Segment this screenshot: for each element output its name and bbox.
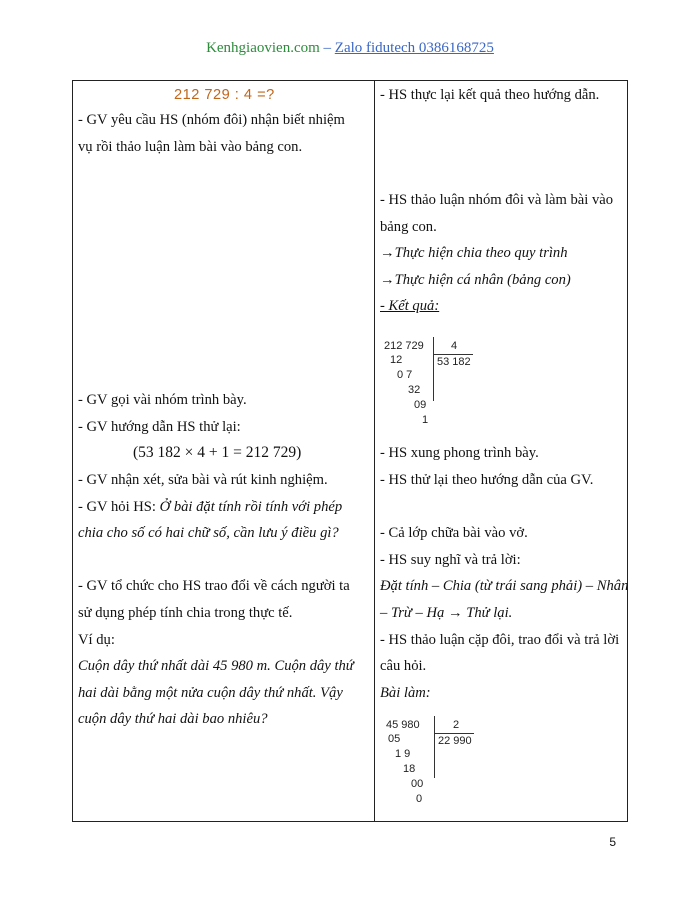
zalo-link[interactable]: Zalo fidutech 0386168725	[334, 40, 494, 56]
dividend: 45 980	[386, 719, 420, 731]
division-step: 32	[408, 384, 421, 396]
right-text: – Trừ – Hạ → Thử lại.	[380, 605, 513, 621]
division-step: 0 7	[397, 369, 413, 381]
left-text: - GV yêu cầu HS (nhóm đôi) nhận biết nhiệm	[78, 112, 345, 128]
division-step: 1 9	[395, 748, 411, 760]
right-text: câu hỏi.	[380, 658, 427, 674]
division-step: 09	[414, 399, 427, 411]
header-separator: –	[323, 40, 332, 56]
question-prefix: - GV hỏi HS:	[78, 499, 160, 515]
right-text: - HS thực lại kết quả theo hướng dẫn.	[380, 87, 600, 103]
left-text: - GV nhận xét, sửa bài và rút kinh nghiệm.	[78, 472, 328, 488]
example-label: Ví dụ:	[78, 632, 115, 648]
work-label: Bài làm:	[380, 685, 431, 701]
right-text: - HS thảo luận cặp đôi, trao đổi và trả lời	[380, 632, 620, 648]
example-text: hai dài bằng một nửa cuộn dây thứ nhất. Vậy	[78, 685, 343, 701]
column-divider	[374, 80, 375, 822]
division-vertical-line	[433, 337, 434, 401]
right-text: →Thực hiện chia theo quy trình	[380, 245, 568, 261]
page-number: 5	[609, 835, 616, 849]
quotient: 22 990	[438, 735, 472, 747]
division-step: 0	[416, 793, 423, 805]
left-text: vụ rồi thảo luận làm bài vào bảng con.	[78, 139, 303, 155]
divisor: 4	[451, 340, 458, 352]
quotient: 53 182	[437, 356, 471, 368]
result-label: - Kết quả:	[380, 298, 440, 314]
left-text: sử dụng phép tính chia trong thực tế.	[78, 605, 293, 621]
left-text: - GV tổ chức cho HS trao đổi về cách người ta	[78, 578, 350, 594]
division-step: 12	[390, 354, 403, 366]
dividend: 212 729	[384, 340, 424, 352]
division-step: 05	[388, 733, 401, 745]
example-text: Cuộn dây thứ nhất dài 45 980 m. Cuộn dây thứ	[78, 658, 354, 674]
check-equation: (53 182 × 4 + 1 = 212 729)	[133, 444, 302, 461]
left-text: - GV gọi vài nhóm trình bày.	[78, 392, 247, 408]
division-horizontal-line	[433, 354, 473, 355]
right-text: - Cả lớp chữa bài vào vở.	[380, 525, 528, 541]
left-text	[78, 498, 342, 516]
page-header	[0, 40, 700, 57]
right-text: →Thực hiện cá nhân (bảng con)	[380, 272, 571, 288]
right-text: bảng con.	[380, 219, 437, 235]
left-text: chia cho số có hai chữ số, cần lưu ý điều gì?	[78, 525, 339, 541]
division-step: 00	[411, 778, 424, 790]
division-horizontal-line	[434, 733, 474, 734]
division-vertical-line	[434, 716, 435, 778]
right-text: - HS thử lại theo hướng dẫn của GV.	[380, 472, 594, 488]
right-text: - HS xung phong trình bày.	[380, 445, 539, 461]
site-link[interactable]: Kenhgiaovien.com	[206, 40, 320, 56]
right-text: Đặt tính – Chia (từ trái sang phải) – Nhân	[380, 578, 629, 594]
division-step: 1	[422, 414, 429, 426]
division-step: 18	[403, 763, 416, 775]
question-italic: Ở bài đặt tính rồi tính với phép	[159, 499, 343, 515]
example-text: cuộn dây thứ hai dài bao nhiêu?	[78, 711, 268, 727]
right-text: - HS suy nghĩ và trả lời:	[380, 552, 521, 568]
division-problem: 212 729 : 4 =?	[174, 87, 275, 103]
left-text: - GV hướng dẫn HS thử lại:	[78, 419, 241, 435]
divisor: 2	[453, 719, 460, 731]
right-text: - HS thảo luận nhóm đôi và làm bài vào	[380, 192, 614, 208]
